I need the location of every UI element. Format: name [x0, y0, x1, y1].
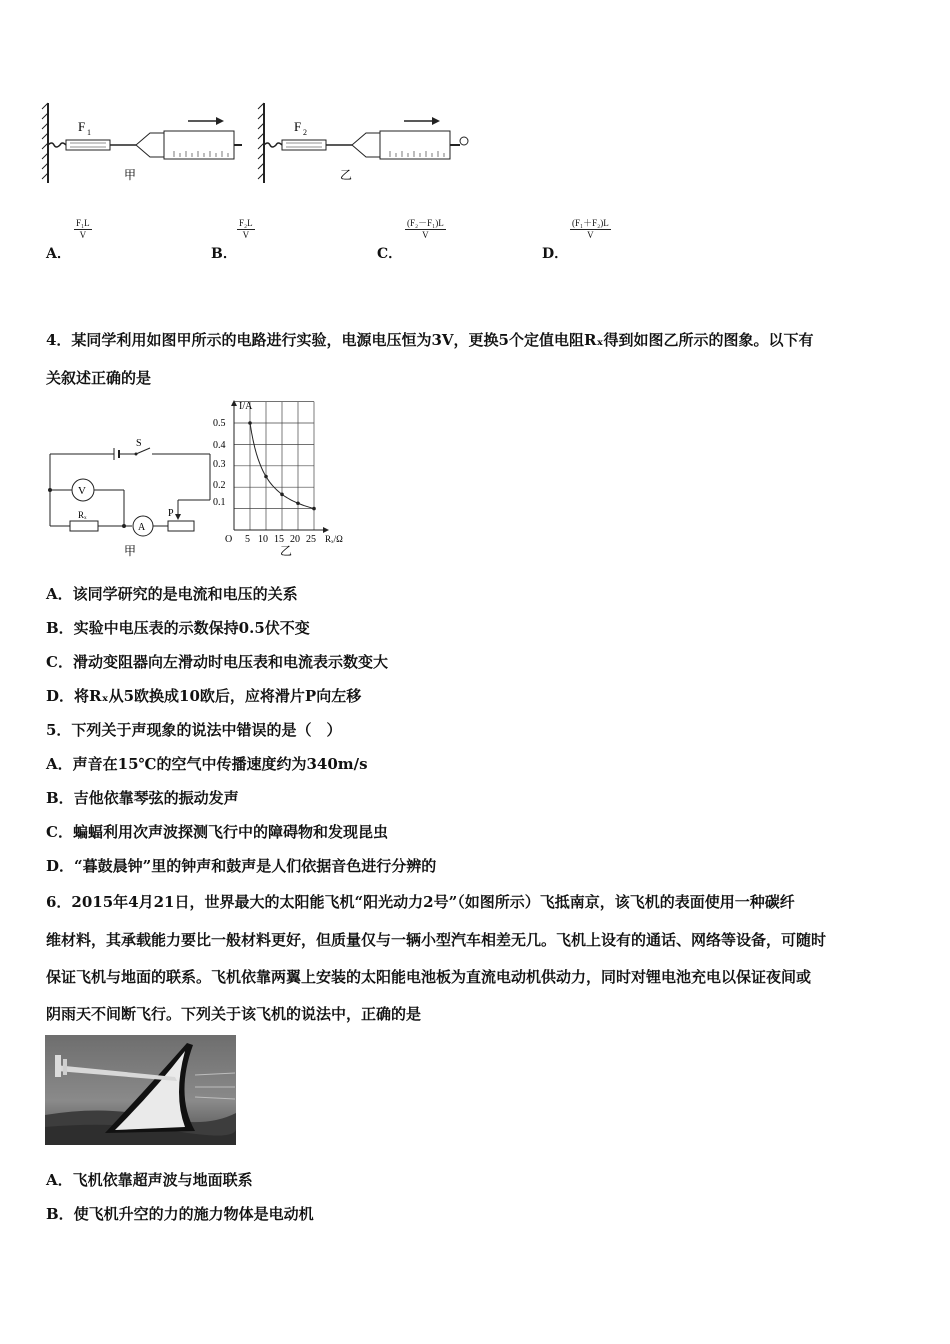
circuit-caption: 甲 [124, 544, 137, 558]
q3-option-b[interactable]: B． $\frac{\text{F₂L}}{V}$ [211, 218, 253, 262]
svg-text:1: 1 [87, 128, 91, 137]
circuit-diagram [40, 430, 220, 562]
force-label-f1: F [78, 119, 86, 134]
x-axis-label: Rₓ/Ω [325, 534, 343, 544]
y-tick: 0.5 [213, 418, 226, 429]
q5-option-d[interactable]: D．“暮鼓晨钟”里的钟声和鼓声是人们依据音色进行分辨的 [46, 857, 437, 875]
q3-option-d[interactable]: D． $\frac{\text{(F₁＋F₂)L}}{V}$ [542, 218, 609, 262]
apparatus-yi [258, 103, 468, 183]
q6-stem-line4: 阴雨天不间断飞行。下列关于该飞机的说法中，正确的是 [46, 1005, 422, 1023]
slider-label: P [168, 508, 174, 519]
q3-option-a[interactable]: A． $\frac{\text{F₁L}}{V}$ [46, 218, 90, 262]
q4-option-b[interactable]: B．实验中电压表的示数保持0.5伏不变 [46, 619, 310, 637]
data-point [312, 507, 316, 511]
q6-stem-line3: 保证飞机与地面的联系。飞机依靠两翼上安装的太阳能电池板为直流电动机供动力，同时对锂电池充电以保证夜间或 [46, 968, 812, 986]
spring-syringe-figure [40, 95, 470, 195]
q6-stem-line2: 维材料，其承载能力要比一般材料更好，但质量仅与一辆小型汽车相差无几。飞机上设有的通话、网络等设备，可随时 [46, 931, 827, 949]
switch-label: S [136, 438, 142, 449]
q5-option-a[interactable]: A．声音在15℃的空气中传播速度约为340m/s [46, 755, 368, 773]
q5-option-c[interactable]: C．蝙蝠利用次声波探测飞行中的障碍物和发现昆虫 [46, 823, 388, 841]
y-tick: 0.2 [213, 480, 226, 491]
q5-stem: 5．下列关于声现象的说法中错误的是（ ） [46, 721, 342, 739]
y-axis-label: I/A [239, 401, 253, 412]
q6-stem-line1: 6．2015年4月21日，世界最大的太阳能飞机“阳光动力2号”（如图所示）飞抵南京，该飞机的表面使用一种碳纤 [46, 893, 795, 911]
x-tick: 20 [290, 534, 300, 545]
data-point [248, 421, 252, 425]
q4-stem-line1: 4．某同学利用如图甲所示的电路进行实验，电源电压恒为3V，更换5个定值电阻Rₓ得到如图乙所示的图象。以下有 [46, 331, 814, 349]
q5-option-b[interactable]: B．吉他依靠琴弦的振动发声 [46, 789, 239, 807]
voltmeter-label: V [78, 485, 86, 497]
resistor-label: Rₓ [78, 510, 87, 520]
q3-option-c[interactable]: C． $\frac{\text{(F₂－F₁)L}}{V}$ [377, 218, 444, 262]
apparatus-jia [42, 103, 242, 183]
caption-yi: 乙 [340, 168, 353, 182]
x-tick: 15 [274, 534, 284, 545]
q4-option-c[interactable]: C．滑动变阻器向左滑动时电压表和电流表示数变大 [46, 653, 388, 671]
caption-jia: 甲 [124, 168, 137, 182]
y-tick: 0.3 [213, 459, 226, 470]
data-point [280, 493, 284, 497]
q6-option-b[interactable]: B．使飞机升空的力的施力物体是电动机 [46, 1205, 314, 1223]
svg-text:2: 2 [303, 128, 307, 137]
x-tick: 5 [245, 534, 250, 545]
q4-option-d[interactable]: D．将Rₓ从5欧换成10欧后，应将滑片P向左移 [46, 687, 362, 705]
graph-grid [234, 402, 314, 530]
y-tick: 0.4 [213, 440, 226, 451]
fraction: $\frac{\text{(F₂－F₁)L}}{V}$ [407, 218, 444, 240]
solar-plane-photo [45, 1035, 236, 1145]
ammeter-label: A [138, 522, 146, 533]
y-tick: 0.1 [213, 497, 226, 508]
fraction: $\frac{\text{(F₁＋F₂)L}}{V}$ [572, 218, 609, 240]
data-point [296, 501, 300, 505]
data-point [264, 475, 268, 479]
fraction: $\frac{\text{F₁L}}{V}$ [76, 218, 90, 240]
current-resistance-graph [205, 392, 365, 562]
q4-stem-line2: 关叙述正确的是 [46, 369, 152, 387]
origin-label: O [225, 534, 233, 545]
graph-caption: 乙 [280, 544, 293, 558]
x-tick: 25 [306, 534, 316, 545]
q6-option-a[interactable]: A．飞机依靠超声波与地面联系 [46, 1171, 253, 1189]
force-label-f2: F [294, 119, 302, 134]
x-tick: 10 [258, 534, 268, 545]
fraction: $\frac{\text{F₂L}}{V}$ [239, 218, 253, 240]
q4-option-a[interactable]: A．该同学研究的是电流和电压的关系 [46, 585, 298, 603]
